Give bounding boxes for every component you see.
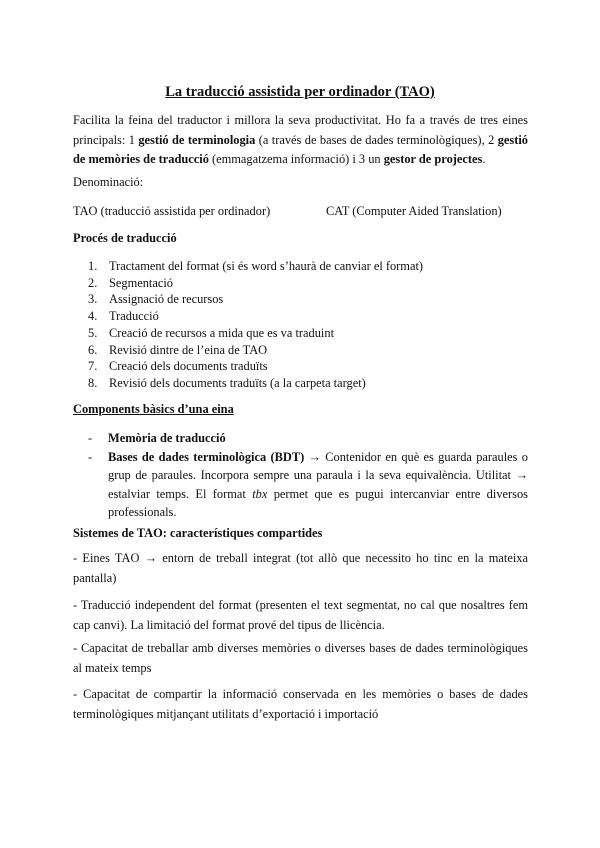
component-bdt: Bases de dades terminològica (BDT): [108, 449, 305, 464]
list-item-text: Traducció: [109, 309, 159, 324]
intro-text-4: .: [482, 152, 486, 166]
intro-bold-terminologia: gestió de terminologia: [138, 132, 256, 147]
sistemes-heading: Sistemes de TAO: característiques compartides: [73, 526, 323, 540]
list-item-number: 4.: [88, 309, 98, 324]
list-item: [88, 375, 423, 392]
components-heading: Components bàsics d’una eina: [73, 402, 234, 416]
list-item-text: Segmentació: [109, 275, 173, 290]
proces-list: [88, 258, 423, 392]
list-item-number: 1.: [88, 259, 98, 273]
list-item: [88, 358, 423, 375]
component-bdt-text-2: permet que es pugui intercanviar entre diversos professionals.: [108, 486, 528, 520]
intro-bold-gestor: gestor de projectes: [383, 152, 483, 166]
intro-bold-memories: gestió de memòries de traducció: [73, 132, 528, 166]
list-item-text: Revisió dintre de l’eina de TAO: [109, 342, 268, 357]
list-item-number: 3.: [88, 292, 98, 307]
denominacio-tao: TAO (traducció assistida per ordinador): [73, 204, 271, 218]
list-item-number: 6.: [88, 342, 98, 357]
components-list: [88, 429, 528, 522]
dash-bullet: -: [88, 431, 93, 445]
list-item: [88, 448, 528, 522]
sistemes-paragraph-3: - Capacitat de treballar amb diverses memòries o diverses bases de dades terminològiques al mateix temps: [73, 641, 528, 675]
list-item: [88, 275, 423, 292]
sistemes-paragraph-2: - Traducció independent del format (presenten el text segmentat, no cal que nosaltres fem cap canvi). La limitació del format prové del tipus de llicència.: [73, 598, 528, 632]
sistemes-paragraph-1: - Eines TAO → entorn de treball integrat (tot allò que necessito ho tinc en la mateixa pantalla): [73, 551, 528, 585]
intro-text-2: (a través de bases de dades terminològiques), 2: [255, 132, 498, 147]
list-item-text: Assignació de recursos: [109, 292, 224, 307]
sistemes-paragraph-4: - Capacitat de compartir la informació conservada en les memòries o bases de dades terminològiques mitjançant utilitats d’exportació i importació: [73, 687, 528, 721]
list-item-number: 8.: [88, 375, 98, 390]
list-item-text: Tractament del format (si és word s’haurà de canviar el format): [109, 259, 424, 273]
list-item: [88, 342, 423, 359]
intro-paragraph: [73, 111, 528, 170]
proces-heading: Procés de traducció: [73, 231, 177, 245]
component-bdt-format: tbx: [252, 486, 268, 501]
denominacio-label: Denominació:: [73, 175, 144, 189]
denominacio-row: [73, 204, 528, 219]
denominacio-cat: CAT (Computer Aided Translation): [326, 204, 502, 218]
component-bdt-text-1: → Contenidor en què es guarda paraules o grup de paraules. Incorpora sempre una paraula i la seva equivalència. Utilitat → estalviar temps. El format: [108, 449, 528, 501]
list-item-text: Creació dels documents traduïts: [109, 359, 268, 374]
list-item-number: 7.: [88, 359, 98, 374]
page-title: La traducció assistida per ordinador (TAO): [165, 84, 435, 100]
list-item: [88, 429, 528, 448]
list-item-text: Creació de recursos a mida que es va traduint: [109, 325, 335, 340]
list-item: [88, 258, 423, 275]
list-item: [88, 325, 423, 342]
list-item-number: 2.: [88, 275, 98, 290]
component-memoria: Memòria de traducció: [108, 431, 226, 445]
list-item-text: Revisió dels documents traduïts (a la carpeta target): [109, 375, 366, 390]
dash-bullet: -: [88, 449, 93, 464]
intro-text-1: Facilita la feina del traductor i millora la seva productivitat. Ho fa a través de tres eines principals: 1: [73, 113, 528, 147]
list-item: [88, 308, 423, 325]
list-item-number: 5.: [88, 325, 98, 340]
intro-text-3: (emmagatzema informació) i 3 un: [208, 152, 384, 166]
list-item: [88, 291, 423, 308]
